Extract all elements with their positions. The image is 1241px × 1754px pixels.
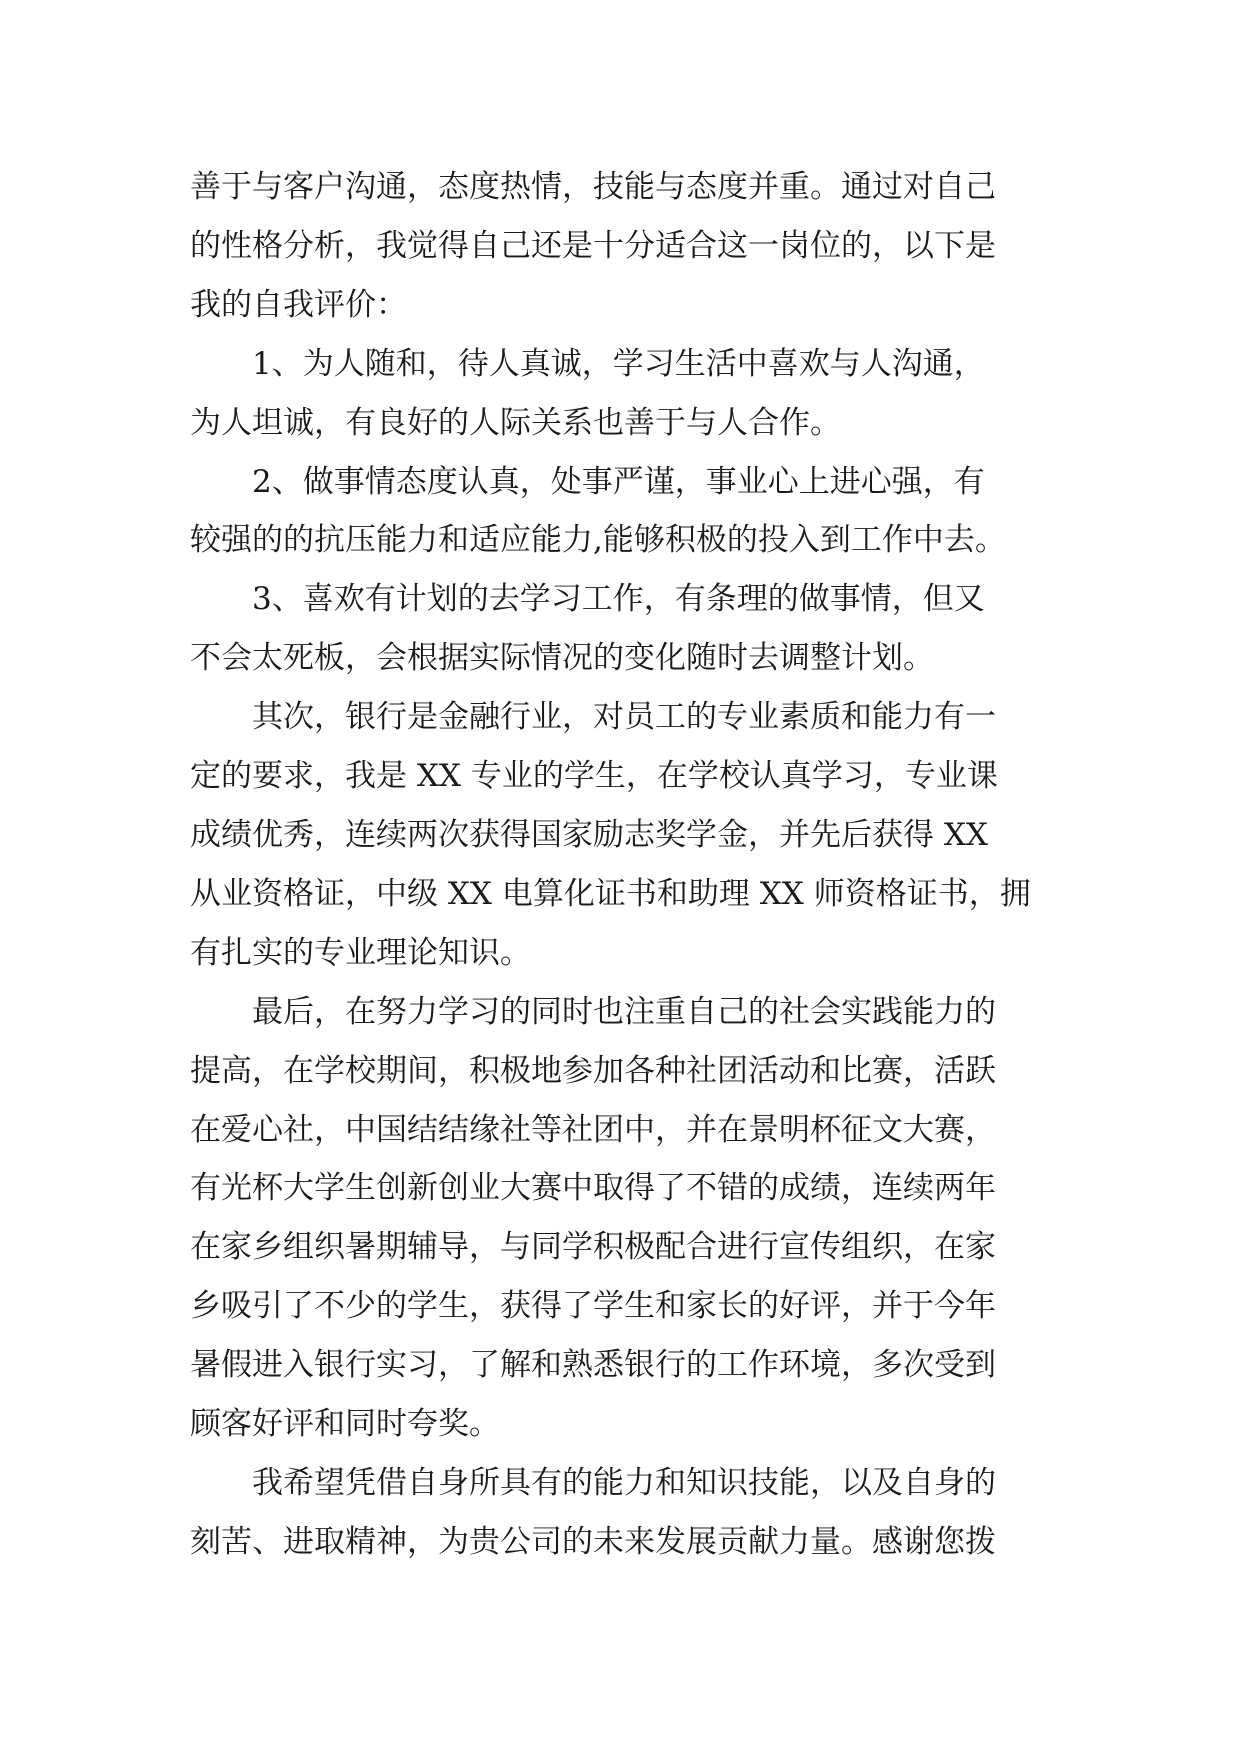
paragraph-point-2 bbox=[190, 453, 1052, 571]
text-line: 的性格分析，我觉得自己还是十分适合这一岗位的，以下是 bbox=[190, 227, 996, 264]
paragraph-point-1 bbox=[190, 335, 1052, 453]
text-line: 顾客好评和同时夸奖。 bbox=[190, 1406, 500, 1443]
document-body bbox=[190, 158, 1052, 1572]
text-line: 较强的的抗压能力和适应能力,能够积极的投入到工作中去。 bbox=[190, 522, 1006, 559]
text-line: 不会太死板，会根据实际情况的变化随时去调整计划。 bbox=[190, 640, 934, 677]
paragraph-professional bbox=[190, 688, 1052, 983]
text-line: 定的要求，我是 XX 专业的学生，在学校认真学习，专业课 bbox=[190, 758, 998, 795]
text-line: 成绩优秀，连续两次获得国家励志奖学金，并先后获得 XX bbox=[190, 816, 988, 853]
text-line: 乡吸引了不少的学生，获得了学生和家长的好评，并于今年 bbox=[190, 1288, 996, 1325]
text-line: 提高，在学校期间，积极地参加各种社团活动和比赛，活跃 bbox=[190, 1052, 996, 1089]
text-line: 我的自我评价： bbox=[190, 286, 407, 323]
text-line: 刻苦、进取精神，为贵公司的未来发展贡献力量。感谢您拨 bbox=[190, 1523, 996, 1560]
text-line: 3、喜欢有计划的去学习工作，有条理的做事情，但又 bbox=[252, 581, 985, 618]
text-line: 暑假进入银行实习，了解和熟悉银行的工作环境，多次受到 bbox=[190, 1347, 996, 1384]
paragraph-practice bbox=[190, 983, 1052, 1454]
text-line: 有光杯大学生创新创业大赛中取得了不错的成绩，连续两年 bbox=[190, 1170, 996, 1207]
paragraph-point-3 bbox=[190, 570, 1052, 688]
text-line: 1、为人随和，待人真诚，学习生活中喜欢与人沟通， bbox=[252, 345, 985, 382]
paragraph-closing bbox=[190, 1454, 1052, 1572]
text-line: 为人坦诚，有良好的人际关系也善于与人合作。 bbox=[190, 404, 841, 441]
text-line: 从业资格证，中级 XX 电算化证书和助理 XX 师资格证书，拥 bbox=[190, 875, 1031, 912]
text-line: 在爱心社，中国结结缘社等社团中，并在景明杯征文大赛， bbox=[190, 1111, 996, 1148]
paragraph-intro bbox=[190, 158, 1052, 335]
text-line: 最后，在努力学习的同时也注重自己的社会实践能力的 bbox=[252, 993, 996, 1030]
text-line: 有扎实的专业理论知识。 bbox=[190, 934, 531, 971]
text-line: 善于与客户沟通，态度热情，技能与态度并重。通过对自己 bbox=[190, 169, 996, 205]
text-line: 其次，银行是金融行业，对员工的专业素质和能力有一 bbox=[252, 699, 996, 736]
text-line: 在家乡组织暑期辅导，与同学积极配合进行宣传组织，在家 bbox=[190, 1229, 996, 1266]
text-line: 我希望凭借自身所具有的能力和知识技能，以及自身的 bbox=[252, 1464, 996, 1501]
text-line: 2、做事情态度认真，处事严谨，事业心上进心强，有 bbox=[252, 463, 985, 500]
